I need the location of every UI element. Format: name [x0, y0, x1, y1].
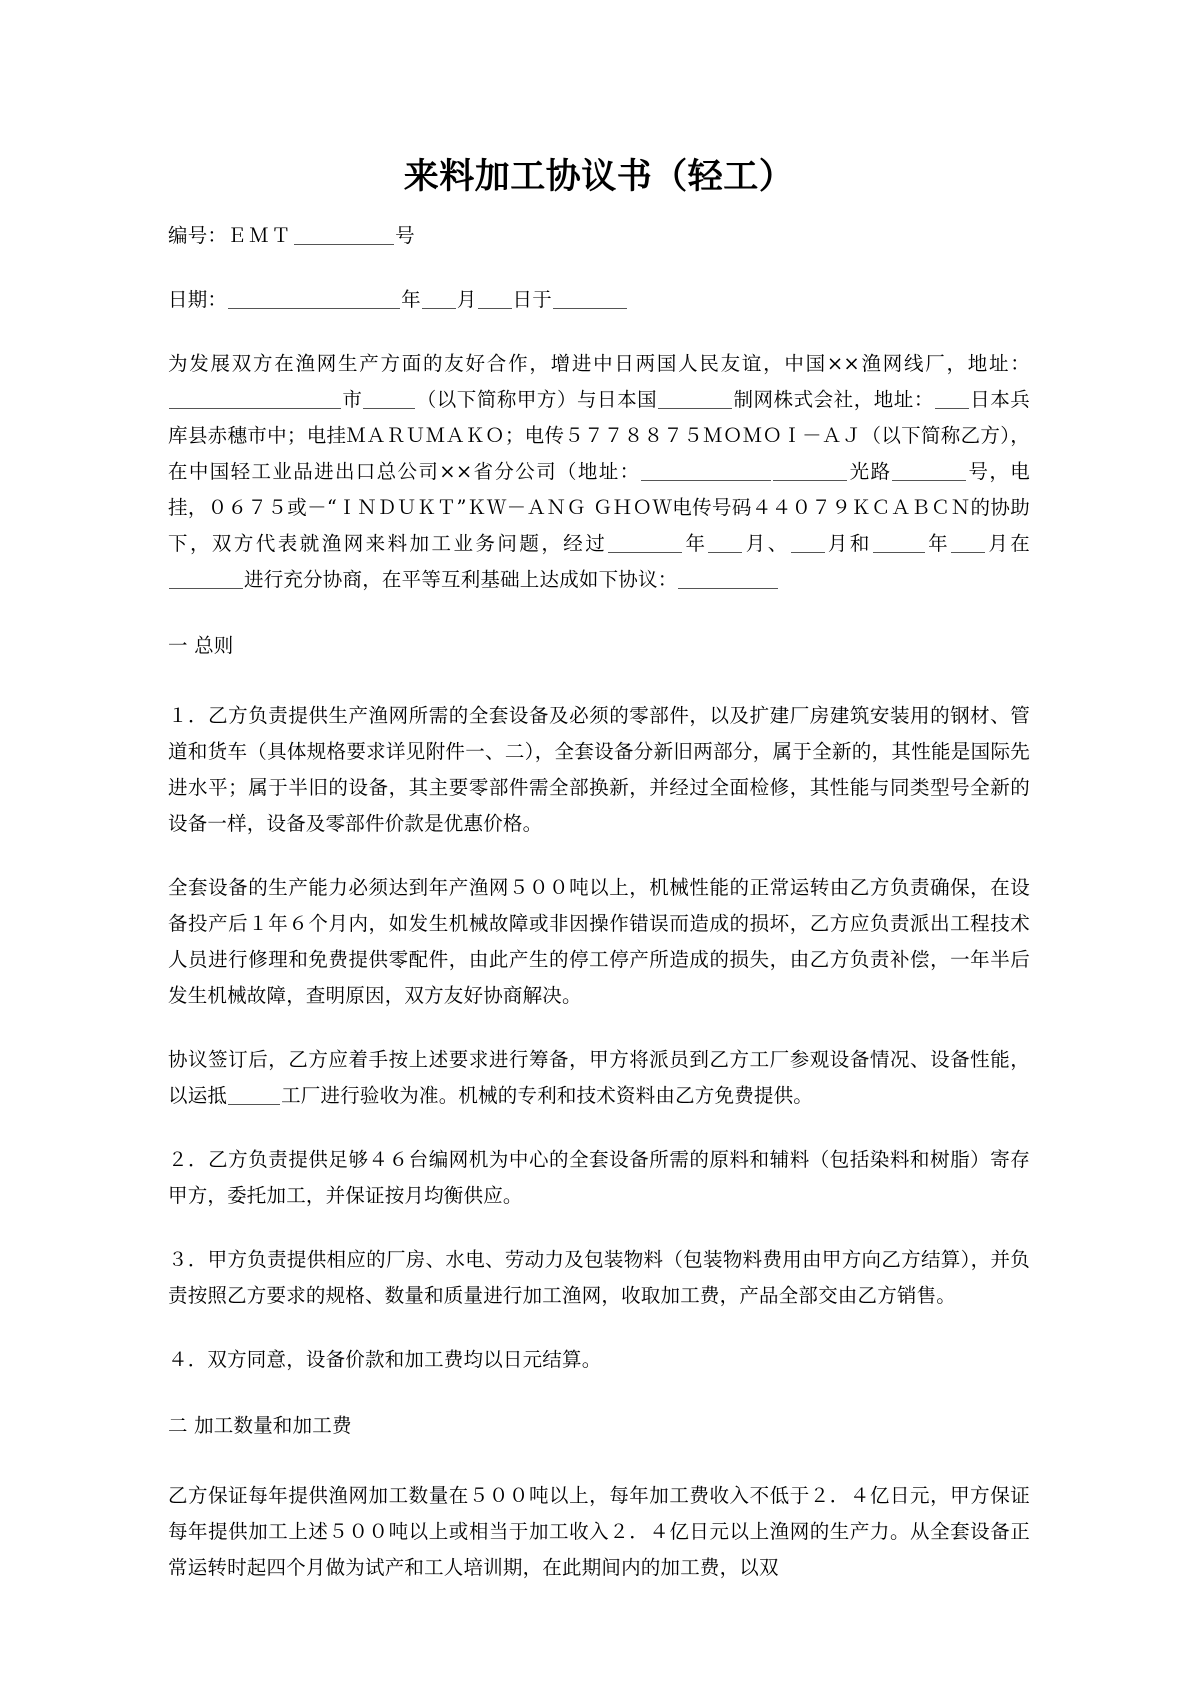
page-title: 来料加工协议书（轻工） — [403, 156, 795, 197]
preamble-part-1: 为发展双方在渔网生产方面的友好合作，增进中日两国人民友谊，中国××渔网线厂，地址： — [168, 351, 1030, 375]
section-one-item-2: ２．乙方负责提供足够４６台编网机为中心的全套设备所需的原料和辅料（包括染料和树脂）寄存甲方，委托加工，并保证按月均衡供应。 — [168, 1147, 1030, 1207]
party-b-address-blank[interactable] — [935, 388, 969, 409]
date-label: 日期： — [168, 287, 228, 311]
section-one-item-1-note: 全套设备的生产能力必须达到年产渔网５００吨以上，机械性能的正常运转由乙方负责确保，在设备投产后１年６个月内，如发生机械故障或非因操作错误而造成的损坏，乙方应负责派出工程技术人员进行修理和免费提供零配件，由此产生的停工停产所造成的损失，由乙方负责补偿，一年半后发生机械故障，查明原因，双方友好协商解决。 — [168, 875, 1030, 1007]
negotiation-month3-blank[interactable] — [951, 532, 985, 553]
preamble-part-10: 月、 — [743, 531, 790, 555]
preamble-part-8: 号，电挂，０６７５或－“ＩＮＤＵＫＴ”ＫＷ－ＡＮＧ ＧＨＯＷ电传号码４４０７９ＫＣＡＢＣＮ的协助下，双方代表就渔网来料加工业务问题，经过 — [168, 459, 1030, 555]
preamble-part-2: 市 — [342, 387, 363, 411]
branch-address-blank-2[interactable] — [773, 460, 847, 481]
date-year-label: 年 — [401, 287, 421, 311]
preamble-part-4: 制网株式会社，地址： — [733, 387, 934, 411]
preamble-part-14: 进行充分协商，在平等互利基础上达成如下协议： — [244, 567, 678, 591]
preamble-part-9: 年 — [683, 531, 708, 555]
date-day-blank[interactable] — [478, 288, 512, 309]
party-a-city-blank[interactable] — [363, 388, 415, 409]
section-two-paragraph-1: 乙方保证每年提供渔网加工数量在５００吨以上，每年加工费收入不低于２．４亿日元，甲方保证每年提供加工上述５００吨以上或相当于加工收入２．４亿日元以上渔网的生产力。从全套设备正常运转时起四个月做为试产和工人培训期，在此期间内的加工费，以双 — [168, 1483, 1030, 1579]
branch-street-number-blank[interactable] — [892, 460, 966, 481]
note2-part-2: 工厂进行验收为准。机械的专利和技术资料由乙方免费提供。 — [281, 1083, 814, 1107]
serial-prefix: ＥＭＴ — [227, 223, 294, 247]
negotiation-month2-blank[interactable] — [791, 532, 825, 553]
date-place-blank[interactable] — [553, 288, 627, 309]
negotiation-year-blank[interactable] — [608, 532, 682, 553]
negotiation-year2-blank[interactable] — [873, 532, 925, 553]
section-one-item-3: ３．甲方负责提供相应的厂房、水电、劳动力及包装物料（包装物料费用由甲方向乙方结算），并负责按照乙方要求的规格、数量和质量进行加工渔网，收取加工费，产品全部交由乙方销售。 — [168, 1247, 1030, 1307]
serial-label: 编号： — [168, 223, 228, 247]
section-two-heading: 二 加工数量和加工费 — [168, 1413, 352, 1437]
preamble-paragraph — [168, 346, 1030, 598]
date-day-label: 日于 — [512, 287, 552, 311]
section-one-item-1: １．乙方负责提供生产渔网所需的全套设备及必须的零部件，以及扩建厂房建筑安装用的钢材、管道和货车（具体规格要求详见附件一、二），全套设备分新旧两部分，属于全新的，其性能是国际先进水平；属于半旧的设备，其主要零部件需全部换新，并经过全面检修，其性能与同类型号全新的设备一样，设备及零部件价款是优惠价格。 — [168, 703, 1030, 835]
section-one-heading: 一 总则 — [168, 633, 234, 657]
date-line — [168, 282, 1030, 318]
serial-suffix: 号 — [395, 223, 415, 247]
preamble-part-11: 月和 — [825, 531, 872, 555]
negotiation-place-blank[interactable] — [169, 568, 243, 589]
preamble-part-5: 日本兵库县赤穗市中；电挂ＭＡＲＵＭＡＫＯ； — [168, 387, 1030, 447]
party-a-address-blank[interactable] — [169, 388, 341, 409]
note2-part-1: 协议签订后，乙方应着手按上述要求进行筹备，甲方将派员到乙方工厂参观设备情况、设备性能，以运抵 — [168, 1047, 1030, 1107]
date-year-blank[interactable] — [228, 288, 400, 309]
party-b-name-blank[interactable] — [658, 388, 732, 409]
delivery-factory-blank[interactable] — [228, 1084, 280, 1105]
preamble-part-3: （以下简称甲方）与日本国 — [416, 387, 658, 411]
preamble-part-13: 月在 — [986, 531, 1031, 555]
branch-address-blank[interactable] — [641, 460, 771, 481]
preamble-part-7: 光路 — [848, 459, 892, 483]
date-month-label: 月 — [456, 287, 477, 311]
section-one-item-4: ４．双方同意，设备价款和加工费均以日元结算。 — [168, 1347, 602, 1371]
preamble-part-12: 年 — [925, 531, 951, 555]
negotiation-month-blank[interactable] — [708, 532, 742, 553]
date-month-blank[interactable] — [422, 288, 456, 309]
agreement-blank[interactable] — [678, 568, 778, 589]
section-one-item-1-note-2 — [168, 1042, 1030, 1114]
serial-number-line — [168, 218, 1030, 254]
serial-blank[interactable] — [294, 224, 394, 245]
preamble-part-6: 电传５７７８８７５ＭＯＭＯＩ－ＡＪ（以下简称乙方），在中国轻工业品进出口总公司××省分公司（地址： — [168, 423, 1030, 483]
